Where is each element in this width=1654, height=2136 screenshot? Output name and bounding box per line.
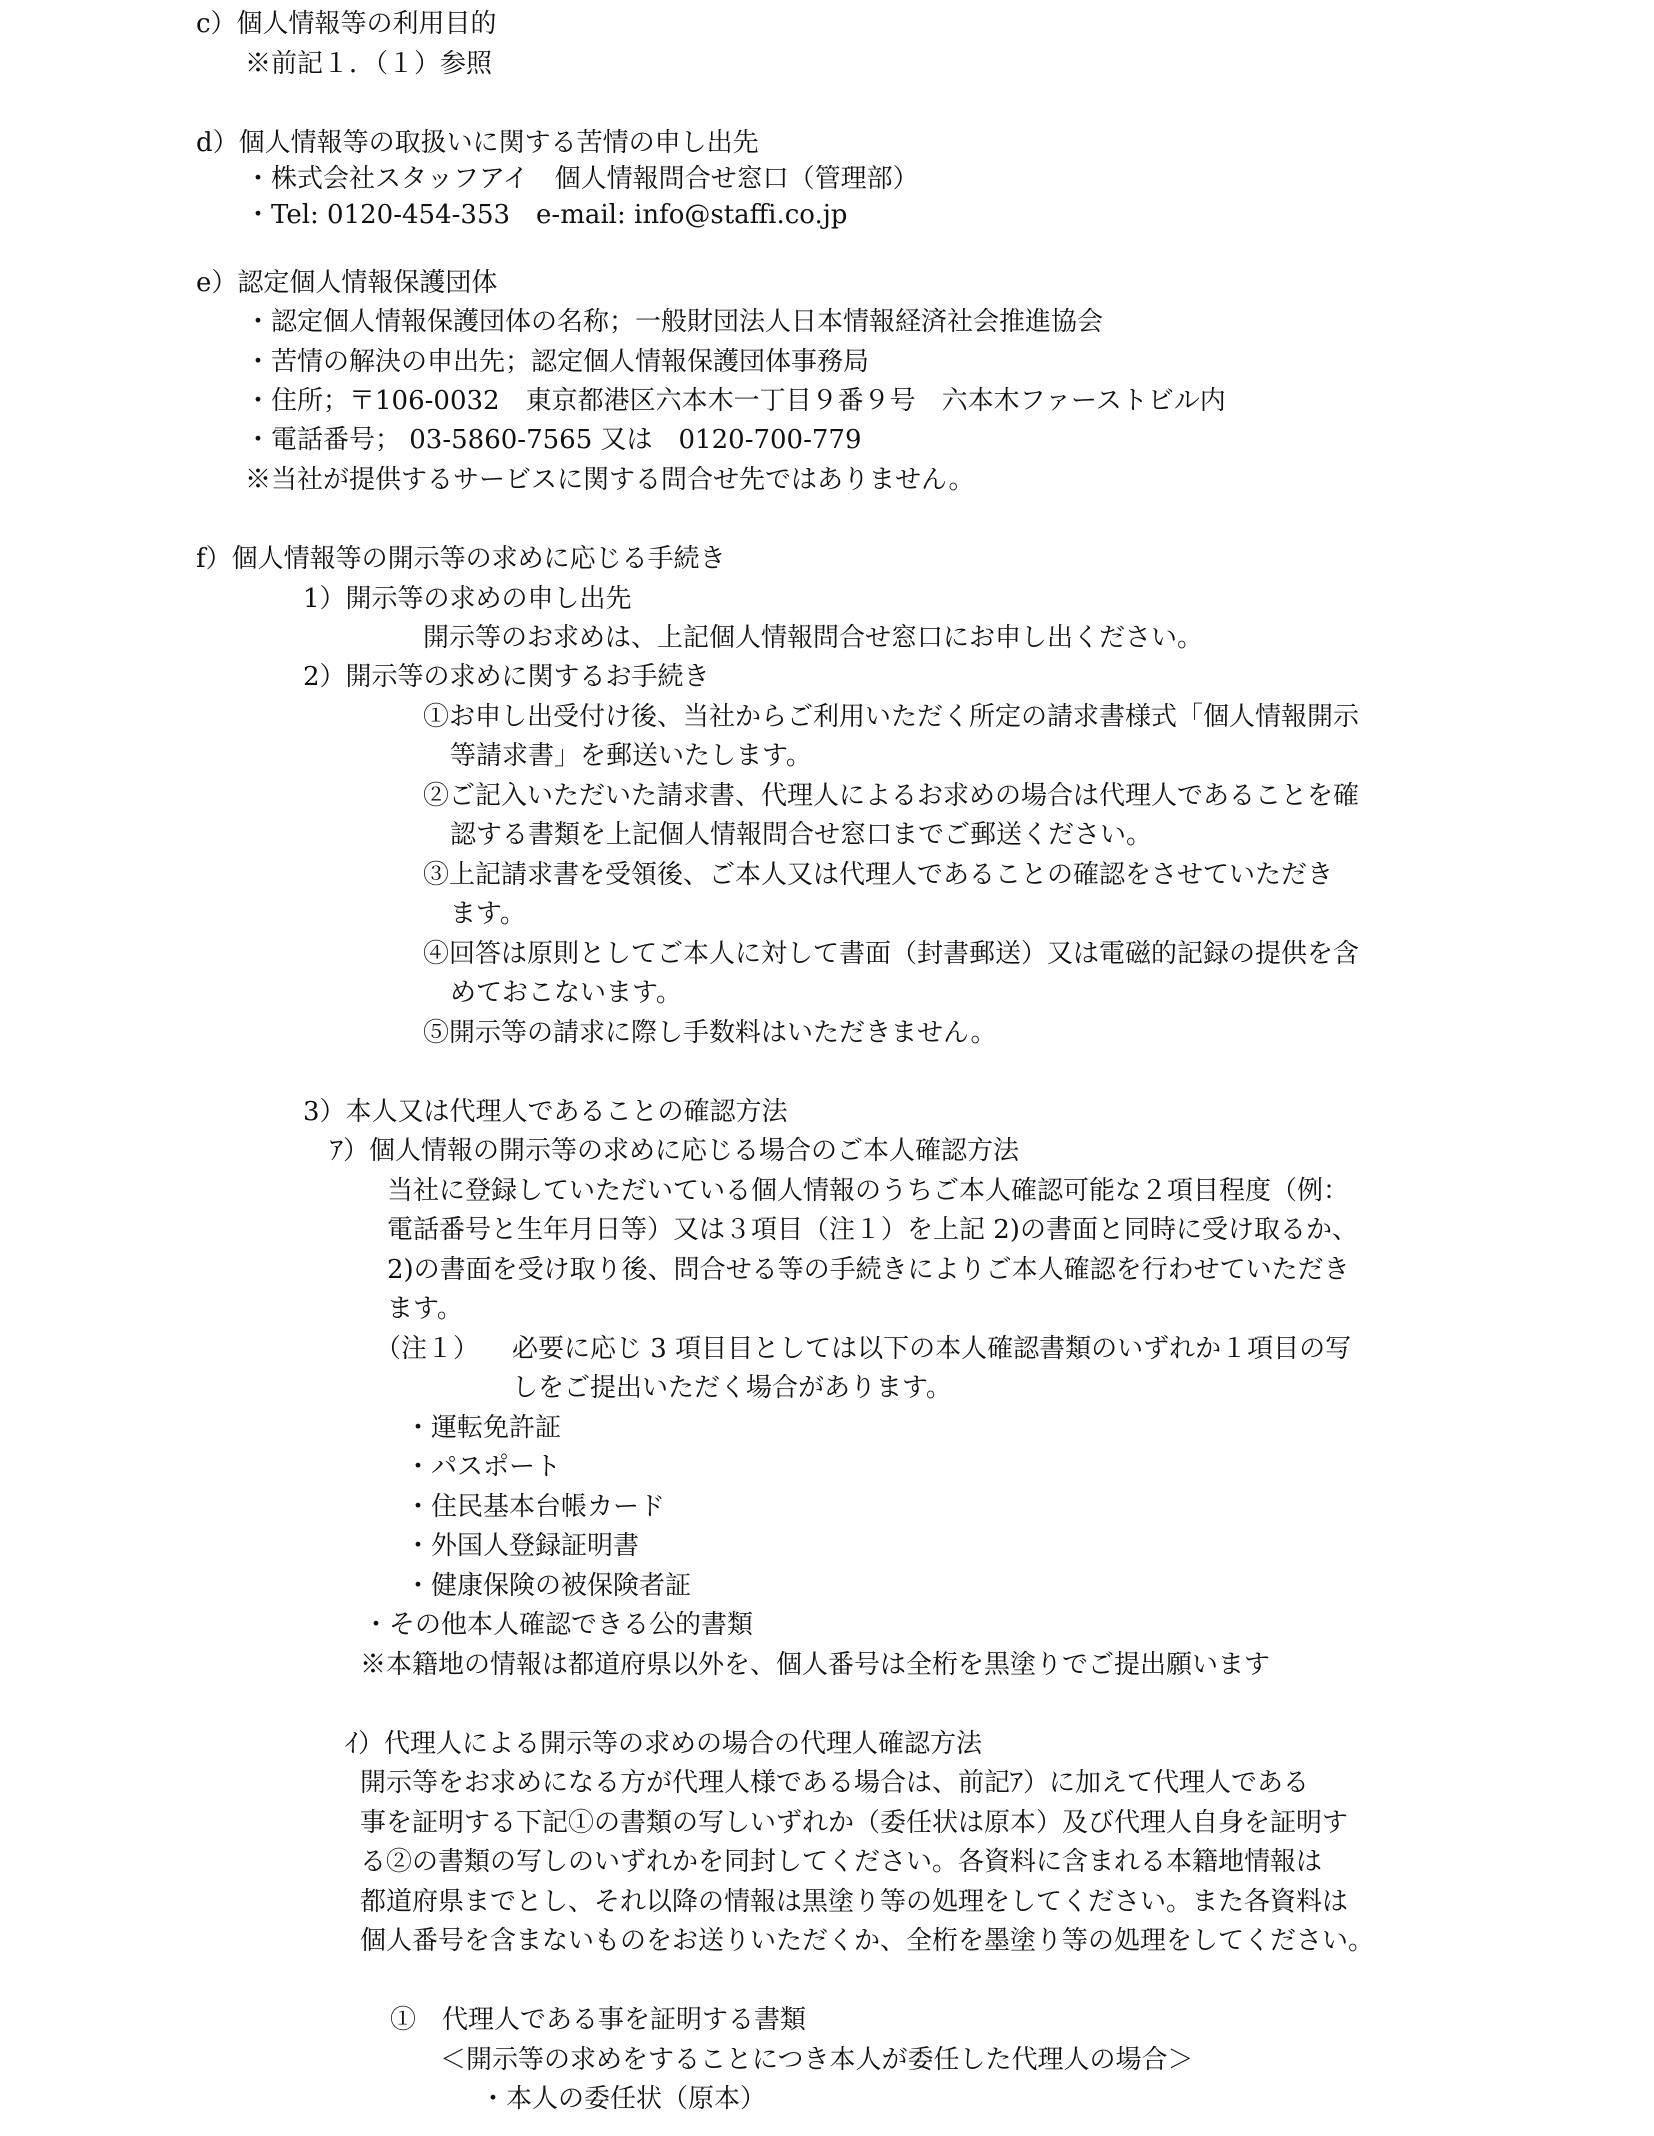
procedure-step-3-cont: ます。 [450, 899, 526, 929]
section-c-note: ※前記１．（１）参照 [245, 49, 493, 79]
proxy-documents-subheading: ＜開示等の求めをすることにつき本人が委任した代理人の場合＞ [440, 2045, 1194, 2075]
subsection-b-text-2: 事を証明する下記①の書類の写しいずれか（委任状は原本）及び代理人自身を証明す [360, 1808, 1349, 1838]
section-e-heading: e）認定個人情報保護団体 [196, 268, 498, 298]
subsection-a-text-1: 当社に登録していただいている個人情報のうちご本人確認可能な２項目程度（例： [387, 1176, 1350, 1206]
id-document-health-insurance: ・健康保険の被保険者証 [405, 1571, 692, 1601]
procedure-step-2: ②ご記入いただいた請求書、代理人によるお求めの場合は代理人であることを確 [423, 781, 1360, 811]
subsection-b-heading: ｲ）代理人による開示等の求めの場合の代理人確認方法 [345, 1729, 983, 1759]
procedure-step-5: ⑤開示等の請求に際し手数料はいただきません。 [423, 1018, 997, 1048]
subsection-a-text-3: 2)の書面を受け取り後、問合せる等の手続きによりご本人確認を行わせていただき [387, 1255, 1350, 1285]
id-document-drivers-license: ・運転免許証 [405, 1413, 562, 1443]
org-phone: ・電話番号； 03-5860-7565 又は 0120-700-779 [245, 425, 862, 455]
subsection-2-heading: 2）開示等の求めに関するお手続き [303, 662, 710, 692]
section-f-heading: f）個人情報等の開示等の求めに応じる手続き [196, 544, 726, 574]
proxy-documents-heading: ① 代理人である事を証明する書類 [390, 2005, 807, 2035]
org-name: ・認定個人情報保護団体の名称；一般財団法人日本情報経済社会推進協会 [245, 307, 1104, 337]
procedure-step-3: ③上記請求書を受領後、ご本人又は代理人であることの確認をさせていただき [423, 860, 1334, 890]
org-note: ※当社が提供するサービスに関する問合せ先ではありません。 [245, 465, 975, 495]
procedure-step-1-cont: 等請求書」を郵送いたします。 [450, 741, 812, 771]
procedure-step-4-cont: めておこないます。 [450, 978, 682, 1008]
procedure-step-1: ①お申し出受付け後、当社からご利用いただく所定の請求書様式「個人情報開示 [423, 702, 1360, 732]
subsection-b-text-1: 開示等をお求めになる方が代理人様である場合は、前記ｱ）に加えて代理人である [360, 1768, 1310, 1798]
note-1-text: 必要に応じ 3 項目目としては以下の本人確認書類のいずれか１項目の写 [512, 1334, 1352, 1364]
subsection-3-heading: 3）本人又は代理人であることの確認方法 [303, 1097, 788, 1127]
id-document-resident-card: ・住民基本台帳カード [405, 1492, 666, 1522]
subsection-a-text-4: ます。 [387, 1294, 463, 1324]
section-c-heading: c）個人情報等の利用目的 [196, 9, 497, 39]
org-address: ・住所；〒106-0032 東京都港区六本木一丁目９番９号 六本木ファーストビル内 [245, 386, 1226, 416]
id-document-alien-registration: ・外国人登録証明書 [405, 1531, 640, 1561]
complaint-contact-tel-email: ・Tel: 0120-454-353 e-mail: info@staffi.co.jp [245, 200, 848, 230]
procedure-step-2-cont: 認する書類を上記個人情報問合せ窓口までご郵送ください。 [450, 820, 1153, 850]
subsection-b-text-3: る②の書類の写しのいずれかを同封してください。各資料に含まれる本籍地情報は [360, 1847, 1323, 1877]
org-complaint-desk: ・苦情の解決の申出先；認定個人情報保護団体事務局 [245, 347, 870, 377]
procedure-step-4: ④回答は原則としてご本人に対して書面（封書郵送）又は電磁的記録の提供を含 [423, 939, 1360, 969]
subsection-b-text-5: 個人番号を含まないものをお送りいただくか、全桁を墨塗り等の処理をしてください。 [360, 1926, 1375, 1956]
id-document-other: ・その他本人確認できる公的書類 [363, 1610, 754, 1640]
subsection-1-text: 開示等のお求めは、上記個人情報問合せ窓口にお申し出ください。 [423, 623, 1204, 653]
note-1-label: （注１） [375, 1334, 480, 1364]
subsection-1-heading: 1）開示等の求めの申し出先 [303, 584, 632, 614]
id-document-note: ※本籍地の情報は都道府県以外を、個人番号は全桁を黒塗りでご提出願います [360, 1650, 1271, 1680]
id-document-passport: ・パスポート [405, 1452, 562, 1482]
subsection-a-heading: ｱ）個人情報の開示等の求めに応じる場合のご本人確認方法 [330, 1136, 1020, 1166]
proxy-document-power-of-attorney: ・本人の委任状（原本） [480, 2084, 767, 2114]
subsection-b-text-4: 都道府県までとし、それ以降の情報は黒塗り等の処理をしてください。また各資料は [360, 1887, 1349, 1917]
subsection-a-text-2: 電話番号と生年月日等）又は３項目（注１）を上記 2)の書面と同時に受け取るか、 [387, 1215, 1358, 1245]
section-d-heading: d）個人情報等の取扱いに関する苦情の申し出先 [196, 128, 759, 158]
complaint-contact-office: ・株式会社スタッフアイ 個人情報問合せ窓口（管理部） [245, 164, 919, 194]
note-1-text-cont: しをご提出いただく場合があります。 [512, 1373, 952, 1403]
